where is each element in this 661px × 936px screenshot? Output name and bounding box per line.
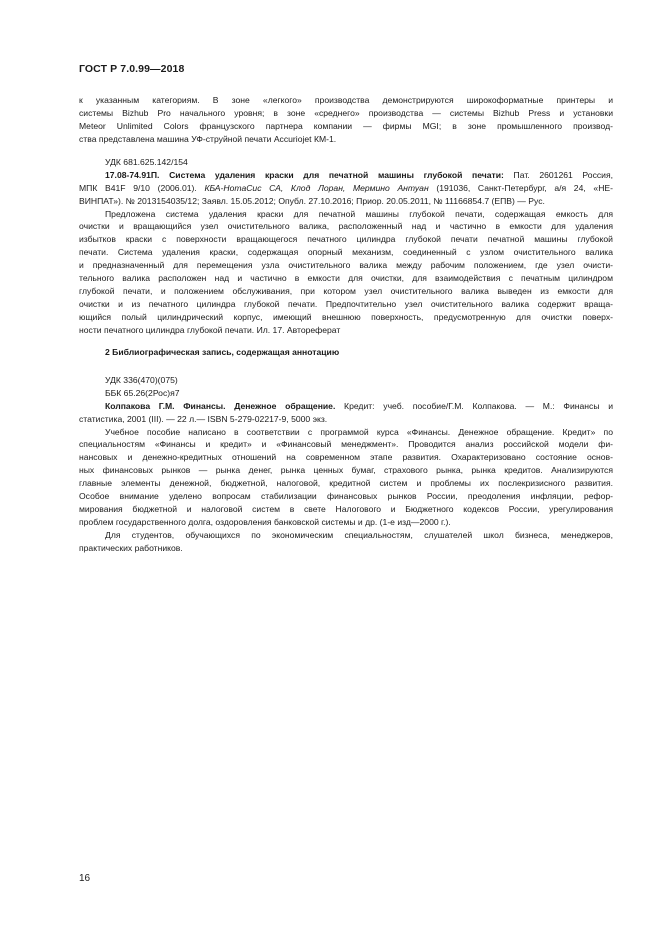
abstract-line: Предложена система удаления краски для печатной машины глубокой печати, содержащая емкость для [105, 208, 613, 219]
abstract-line: тельного валика расположен над и частично в емкости для очистки, для взаимодействия с печатным цилиндром [79, 273, 613, 284]
abstract-line: очистки и из печатного цилиндра глубокой печати. Предпочтительно узел очистительного валика содержит враща- [79, 298, 613, 309]
bibliographic-record-book [79, 374, 613, 554]
text-line: к указанным категориям. В зоне «легкого» производства демонстрируются широкоформатные принтеры и [79, 95, 613, 105]
section-heading: 2 Библиографическая запись, содержащая аннотацию [105, 347, 340, 357]
abstract-line: избытков краски с поверхности вращающегося печатного цилиндра глубокой печати печатной машины глубокой [79, 234, 613, 245]
record-details-line: статистика, 2001 (III). — 22 л.— ISBN 5-279-02217-9, 5000 экз. [79, 413, 328, 424]
abstract-line: нансовых и денежно-кредитных отношений на современном этапе развития. Охарактеризовано состояние основ- [79, 452, 613, 463]
record-title-line [79, 400, 613, 413]
intro-paragraph [79, 94, 613, 146]
record-classification: МПК В41F 9/10 (2006.01). [79, 182, 205, 193]
abstract-line: Учебное пособие написано в соответствии с программой курса «Финансы. Денежное обращение. Кредит» по [105, 426, 613, 437]
udk-code: УДК 336(470)(075) [105, 375, 178, 385]
audience-line: Для студентов, обучающихся по экономическим специальностям, слушателей школ бизнеса, менеджеров, [105, 529, 613, 540]
record-title-line [79, 169, 613, 182]
udk-code: УДК 681.625.142/154 [105, 157, 188, 167]
record-details: Кредит: учеб. пособие/Г.М. Колпакова. — М.: Финансы и [335, 400, 613, 411]
record-details-line: ВИНПАТ»). № 2013154035/12; Заявл. 15.05.2012; Опубл. 27.10.2016; Приор. 20.05.2011, № 11166854.7 (ЕПВ) — Рус. [79, 195, 545, 206]
record-title: Колпакова Г.М. Финансы. Денежное обращение. [105, 400, 336, 411]
record-address: (191036, Санкт-Петербург, а/я 24, «НЕ- [428, 182, 613, 193]
page-number: 16 [79, 873, 91, 884]
abstract-line: ющийся полый цилиндрический корпус, имеющий внешнюю поверхность, предусмотренную для очистки поверх- [79, 311, 613, 322]
document-header: ГОСТ Р 7.0.99—2018 [79, 63, 185, 75]
abstract-line: мирования бюджетной и налоговой систем в свете Налогового и Бюджетного кодексов России, урегулирования [79, 503, 613, 514]
bbk-code: ББК 65.26(2Рос)я7 [105, 387, 180, 398]
abstract-line: главные элементы денежной, бюджетной, налоговой, кредитной систем и проблемы их послекризисного развития. [79, 478, 613, 489]
abstract-line: Особое внимание уделено вопросам стабилизации финансовых рынков России, преодоления инфляции, рефор- [79, 491, 613, 502]
abstract-line: ных финансовых рынков — рынка денег, рынка ценных бумаг, страхового рынка, рынка кредитов. Анализируются [79, 465, 613, 476]
audience-line: практических работников. [79, 542, 183, 553]
abstract-line: очистки и вращающийся узел очистительного валика, расположенный над и частично в емкости для удаления [79, 221, 613, 232]
abstract-line: ности печатного цилиндра глубокой печати. Ил. 17. Автореферат [79, 324, 341, 335]
record-authors: КБА-НотаСис СА, Клод Лоран, Мермино Антуан [204, 182, 429, 193]
abstract-line: печати. Система удаления краски, содержащая опорный механизм, соединенный с узлом очистительного валика [79, 247, 613, 258]
bibliographic-record-patent [79, 156, 613, 336]
text-line: ства представлена машина УФ-струйной печати Accuriojet КМ-1. [79, 133, 337, 144]
abstract-line: проблем государственного долга, оздоровления банковской системы и др. (1-е изд—2000 г.). [79, 516, 451, 527]
text-line: системы Bizhub Pro начального уровня; в зоне «среднего» производства — системы Bizhub Press и установки [79, 107, 613, 118]
record-details: Пат. 2601261 Россия, [503, 169, 613, 180]
abstract-line: и предназначенный для перемещения узла очистительного валика между рабочим положением, где узел очисти- [79, 260, 613, 271]
abstract-line: глубокой печати, и положением обслуживания, при котором узел очистительного валика выведен из емкости для [79, 285, 613, 296]
text-line: Meteor Unlimited Colors французского партнера компании — фирмы MGI; в зоне промышленного производ- [79, 120, 613, 131]
record-title: 17.08-74.91П. Система удаления краски для печатной машины глубокой печати: [105, 169, 504, 180]
record-details-line [79, 182, 613, 195]
abstract-line: специальностям «Финансы и кредит» и «Финансовый менеджмент». Проводится анализ российской модели фи- [79, 439, 613, 450]
